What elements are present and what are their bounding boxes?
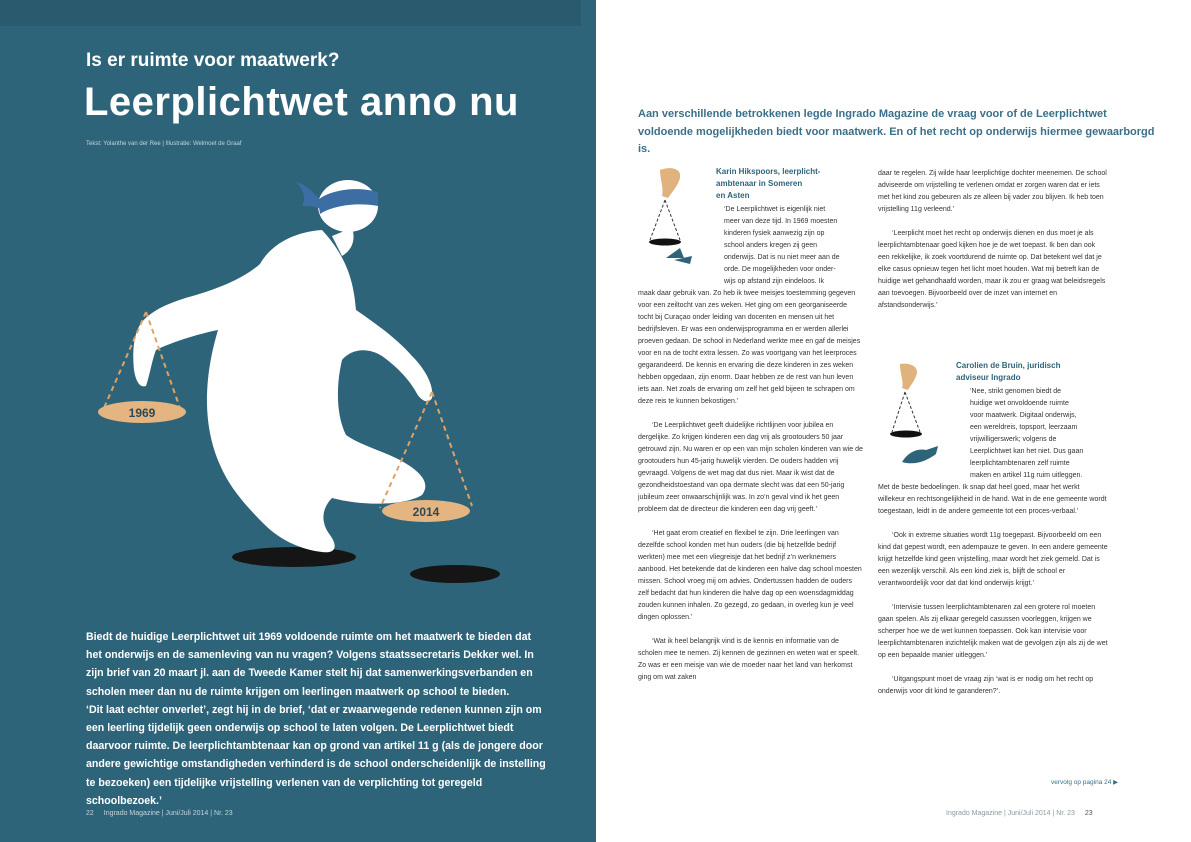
scale-label-2014: 2014 [412, 505, 440, 519]
person-1-line: en Asten [716, 191, 750, 200]
right-page [596, 0, 1191, 842]
article-kicker: Is er ruimte voor maatwerk? [86, 50, 340, 71]
intro-line: daarvoor ruimte. De leerplichtambtenaar kan op grond van artikel 11 g (als de jongere door [86, 740, 543, 753]
paragraph: ‘Ook in extreme situaties wordt 11g toegepast. Bijvoorbeeld om een kind dat gepest wordt, een adempauze te geven. In een andere gemeente krijgt hetzelfde kind geen vrijstelling, maar wordt het ziek gemeld. Dat is een wezenlijk verschil. Als een kind ziek is, blijft de school er verantwoordelijk voor dat dat kind onderwijs krijgt.’ [878, 532, 1108, 587]
text-line: vrijwilligerswerk; volgens de [970, 436, 1057, 443]
text-line: huidige wet onvoldoende ruimte [970, 400, 1069, 407]
continued-text: vervolg op pagina 24 [1051, 779, 1112, 786]
top-band [0, 0, 581, 26]
intro-line: Biedt de huidige Leerplichtwet uit 1969 voldoende ruimte om het maatwerk te bieden dat [86, 631, 532, 643]
text-line: Leerplichtwet kan het niet. Dus gaan [970, 448, 1084, 455]
text-line: meer van deze tijd. In 1969 moesten [724, 218, 838, 225]
person-1-line: Karin Hikspoors, leerplicht- [716, 167, 821, 176]
hand-scale-icon [882, 362, 948, 472]
intro-line: een leerling tijdelijk geen onderwijs op school te laten volgen. De Leerplichtwet biedt [86, 722, 514, 735]
text-line: een wereldreis, topsport, leerzaam [970, 424, 1078, 431]
paragraph: maak daar gebruik van. Zo heb ik twee meisjes toestemming gegeven voor een zeiltocht van zes weken. Het ging om een georganiseerde tocht bij Curaçao onder leiding van docenten en mensen uit het bedrijfsleven. Er was een onderwijsprogramma en er werden allerlei proeven gedaan. De school in Nederland werkte mee en gaf de meisjes voor en na de tocht extra lessen. Zo was voortgang van het leerproces gegarandeerd. De kennis en ervaring die deze kinderen in zes weken hebben opgedaan, zijn enorm. Daar hebben ze de rest van hun leven iets aan. Net zoals de ervaring om zelf het geld bijeen te schrapen om deze reis te kunnen bekostigen.’ [638, 290, 861, 405]
footer-left-text: Ingrado Magazine | Juni/Juli 2014 | Nr. 23 [103, 810, 233, 817]
text-line: leerplichtambtenaren zelf ruimte [970, 460, 1070, 467]
paragraph: ‘Intervisie tussen leerplichtambtenaren zal een grotere rol moeten gaan spelen. Als zij elkaar geregeld casussen voorleggen, krijgen we scherper hoe we de wet kunnen toepassen. Ook kan intervisie voor leerplichtambtenaren inzichtelijk maken wat de gevolgen zijn als zij de wet op een bepaalde manier uitleggen.’ [878, 604, 1108, 659]
continued-link[interactable] [1051, 778, 1118, 786]
paragraph: ‘Wat ik heel belangrijk vind is de kennis en informatie van de scholen mee te nemen. Zij kennen de gezinnen en weten wat er speelt. Zo was er een meisje van wie de moeder naar het land van herkomst ging om wat zaken [638, 638, 860, 681]
text-line: wijs op afstand zijn eindeloos. Ik [724, 278, 824, 285]
person-1-name [716, 166, 846, 202]
column-1-narrow [724, 204, 864, 288]
play-arrow-icon: ▶ [1113, 779, 1119, 786]
paragraph: ‘Uitgangspunt moet de vraag zijn ‘wat is er nodig om het recht op onderwijs voor dit kind te garanderen?’. [878, 676, 1094, 695]
paragraph: ‘Leerplicht moet het recht op onderwijs dienen en dus moet je als leerplichtambtenaar goed kijken hoe je de wet toepast. Ik ben dan ook een rekkelijke, ik zoek voortdurend de ruimte op. Dat betekent wel dat je elke casus opnieuw tegen het licht moet houden. Wat mij betreft kan de huidige wet gehandhaafd worden, maar ik zou er graag wat beleidsregels aan toevoegen. Bijvoorbeeld over de inzet van internet en afstandsonderwijs.’ [878, 230, 1106, 309]
blindfold-knot [296, 182, 322, 210]
justice-scales-illustration [60, 160, 540, 620]
footer-right [946, 810, 1093, 817]
paragraph: daar te regelen. Zij wilde haar leerplichtige dochter meenemen. De school adviseerde om vrijstelling te verlenen omdat er zorgen waren dat er iets met het kind zou gebeuren als ze alleen bij vader zou blijven. Ik heb toen vrijstelling 11g verleend.’ [878, 170, 1107, 213]
paragraph: Met de beste bedoelingen. Ik snap dat heel goed, maar het werkt willekeur en rechtsongelijkheid in de hand. Wat in de ene gemeente wordt toegestaan, leidt in de andere gemeente tot een proces-verbaal.’ [878, 484, 1107, 515]
intro-line: schoolbezoek.’ [86, 794, 162, 807]
column-2-top [878, 168, 1108, 324]
paragraph: ‘De Leerplichtwet geeft duidelijke richtlijnen voor jubilea en dergelijke. Zo krijgen kinderen een dag vrij als grootouders 50 jaar getrouwd zijn. Nu waren er op een van mijn scholen kinderen van wie de grootouders hun 45-jarig huwelijk vierden. De ouders hadden vrij gevraagd. Volgens de wet mag dat dus niet. Maar ik wist dat de gezondheidstoestand van opa dermate slecht was dat een 50-jarig jubileum zeer onwaarschijnlijk was. In zo’n geval vind ik het geen probleem dat de directeur die kinderen een dag vrij geeft.’ [638, 422, 863, 513]
text-line: onderwijs. Dat is nu niet meer aan de [724, 254, 840, 261]
hand-scale-boat-icon [640, 166, 706, 274]
intro-line: te bezoeken) een tijdelijke vrijstelling verlenen van de verplichting tot geregeld [86, 776, 483, 789]
text-line: voor maatwerk. Digitaal onderwijs, [970, 412, 1077, 419]
column-2-bottom [878, 482, 1108, 710]
footer-right-text: Ingrado Magazine | Juni/Juli 2014 | Nr. 23 [946, 810, 1075, 817]
column-1 [638, 288, 864, 696]
text-line: kinderen fysiek aanwezig zijn op [724, 230, 825, 237]
text-line: ‘De Leerplichtwet is eigenlijk niet [724, 206, 826, 213]
scale-label-1969: 1969 [128, 406, 156, 420]
article-credit: Tekst: Yolanthe van der Ree | Illustratie: Welmoet de Graaf [86, 141, 242, 147]
intro-line: ‘Dit laat echter onverlet’, zegt hij in de brief, ‘dat er zwaarwegende redenen kunnen zijn om [86, 703, 542, 716]
lede: Aan verschillende betrokkenen legde Ingrado Magazine de vraag voor of de Leerplichtwet voldoende mogelijkheden biedt voor maatwerk. En of het recht op onderwijs hiermee gewaarborgd is. [638, 108, 1155, 155]
text-line: ‘Nee, strikt genomen biedt de [970, 388, 1062, 395]
text-line: maken en artikel 11g ruim uitleggen. [970, 472, 1083, 479]
page-number-left: 22 [86, 810, 94, 817]
page-number-right: 23 [1084, 810, 1093, 817]
paragraph: ‘Het gaat erom creatief en flexibel te zijn. Drie leerlingen van dezelfde school konden met hun ouders (die bij hetzelfde bedrijf werkten) mee met een vliegreisje dat het bedrijf z’n werknemers aanbood. Het betekende dat de kinderen een halve dag school moesten missen. School vroeg mij om advies. Ondertussen hadden de ouders zelf bedacht dat hun kinderen die halve dag op een woensdagmiddag zouden kunnen inhalen. Zo gezegd, zo gedaan, in overleg kun je veel dingen oplossen.’ [638, 530, 862, 621]
footer-left [86, 810, 233, 817]
intro-line: het onderwijs en de samenleving van nu vragen? Volgens staatssecretaris Dekker wel. In [86, 649, 534, 662]
figure-body [133, 230, 432, 552]
hole-right [410, 565, 500, 583]
person-1-line: ambtenaar in Someren [716, 179, 803, 188]
intro-line: zijn brief van 20 maart jl. aan de Tweede Kamer stelt hij dat samenwerkingsverbanden en [86, 667, 533, 680]
text-line: school anders kregen zij geen [724, 242, 818, 249]
article-headline: Leerplichtwet anno nu [84, 80, 519, 124]
person-2-line: Carolien de Bruin, juridisch [956, 361, 1061, 370]
column-2-narrow [970, 386, 1120, 482]
intro-line: andere gewichtige omstandigheden verhinderd is de school onderscheidenlijk de instelling [86, 758, 546, 771]
text-line: orde. De mogelijkheden voor onder- [724, 266, 836, 273]
person-2-name [956, 360, 1096, 384]
person-2-line: adviseur Ingrado [956, 373, 1021, 382]
intro-line: scholen meer dan nu de ruimte krijgen om leerlingen maatwerk op school te bieden. [86, 685, 510, 698]
intro-text [86, 628, 570, 810]
hole-left [232, 547, 356, 567]
